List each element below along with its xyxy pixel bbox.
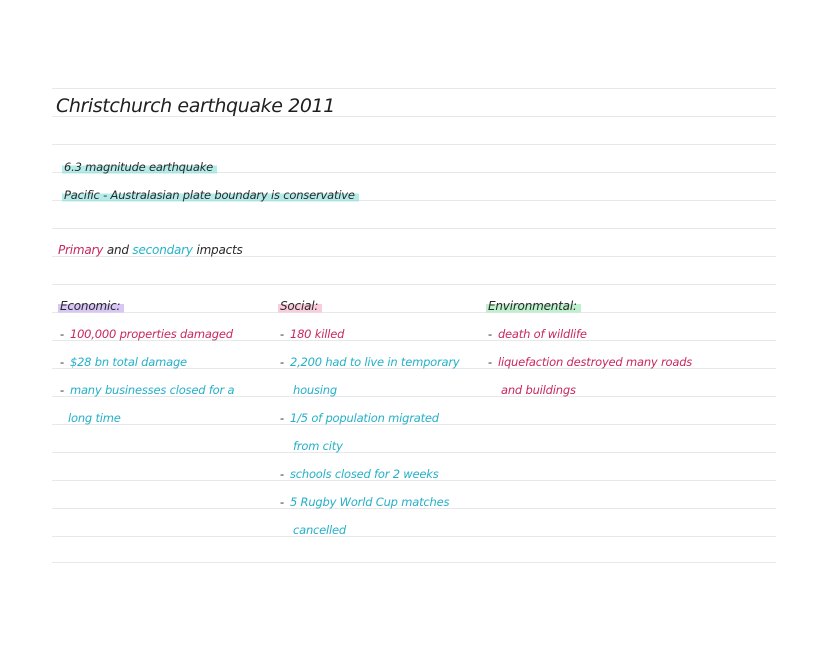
ruled-line [52,228,776,229]
environmental-heading [486,299,581,313]
bullet-dash: - [280,355,284,369]
social-item-text: housing [293,383,337,397]
social-item-continuation [293,439,343,453]
bullet-dash: - [280,467,284,481]
primary-label: Primary [58,243,104,257]
social-item [280,327,344,341]
fact-magnitude [62,160,217,174]
economic-item [60,327,233,341]
social-item-text: from city [293,439,343,453]
impacts-heading [58,243,243,257]
secondary-label: secondary [132,243,193,257]
social-item-continuation [293,523,346,537]
social-item-text: 180 killed [289,327,345,341]
bullet-dash: - [280,495,284,509]
social-item-text: 1/5 of population migrated [289,411,439,425]
environmental-item-text: death of wildlife [497,327,587,341]
social-item [280,467,439,481]
environmental-heading-text: Environmental: [486,299,581,313]
environmental-item [488,327,587,341]
economic-item-text: $28 bn total damage [69,355,187,369]
economic-item-text: 100,000 properties damaged [69,327,233,341]
environmental-item-text: and buildings [501,383,576,397]
economic-item-continuation [68,411,121,425]
bullet-dash: - [60,355,64,369]
ruled-line [52,88,776,89]
economic-item-text: long time [68,411,121,425]
bullet-dash: - [280,327,284,341]
bullet-dash: - [60,327,64,341]
social-item-text: 5 Rugby World Cup matches [289,495,450,509]
impacts-label: impacts [196,243,243,257]
social-heading-text: Social: [278,299,322,313]
social-item-text: schools closed for 2 weeks [289,467,439,481]
ruled-line [52,284,776,285]
and-label: and [106,243,129,257]
social-item-text: cancelled [293,523,347,537]
economic-item-text: many businesses closed for a [69,383,235,397]
bullet-dash: - [488,327,492,341]
social-item [280,411,439,425]
social-item [280,355,460,369]
fact-plate-boundary-text: Pacific - Australasian plate boundary is conservative [62,188,359,202]
social-heading [278,299,322,313]
social-item-text: 2,200 had to live in temporary [289,355,460,369]
environmental-item [488,355,692,369]
social-item [280,495,449,509]
economic-item [60,383,234,397]
social-item-continuation [293,383,337,397]
fact-plate-boundary [62,188,359,202]
environmental-item-continuation [501,383,576,397]
bullet-dash: - [488,355,492,369]
bullet-dash: - [280,411,284,425]
economic-heading [58,299,124,313]
page-title: Christchurch earthquake 2011 [56,95,335,117]
economic-heading-text: Economic: [58,299,124,313]
economic-item [60,355,187,369]
ruled-line [52,144,776,145]
ruled-line [52,562,776,563]
ruled-line [52,536,776,537]
ruled-line [52,452,776,453]
ruled-line [52,312,776,313]
environmental-item-text: liquefaction destroyed many roads [497,355,693,369]
bullet-dash: - [60,383,64,397]
fact-magnitude-text: 6.3 magnitude earthquake [62,160,217,174]
